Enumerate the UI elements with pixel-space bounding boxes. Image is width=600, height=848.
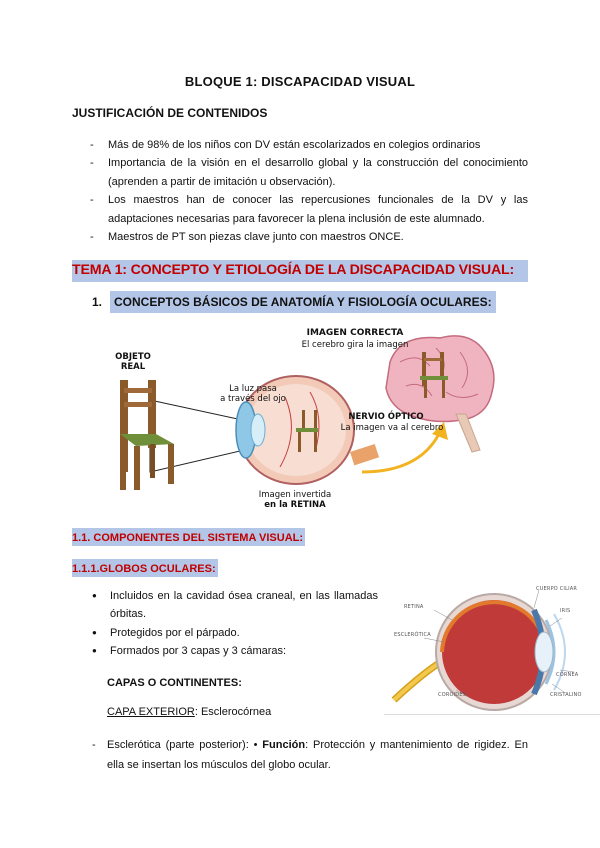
section-1-1-highlight [72, 528, 305, 546]
concepts-heading: CONCEPTOS BÁSICOS DE ANATOMÍA Y FISIOLOGÍA OCULARES: [114, 295, 492, 309]
label-imagen-invertida-2: en la RETINA [264, 500, 326, 510]
capa-exterior [107, 706, 271, 718]
label-cerebro-gira: El cerebro gira la imagen [301, 340, 409, 350]
document-title: BLOQUE 1: DISCAPACIDAD VISUAL [184, 74, 416, 89]
label-objeto-real: OBJETO REAL [115, 352, 151, 372]
eye-anatomy-figure [384, 580, 600, 716]
list-item: - Importancia de la visión en el desarrollo global y la construcción del conocimiento (aprenden a partir de imitación u observación). [92, 154, 528, 191]
label-cuerpo-ciliar: CUERPO CILIAR [536, 586, 578, 592]
capas-heading: CAPAS O CONTINENTES: [107, 677, 242, 689]
dash-marker: - [92, 739, 96, 751]
section-1-1-heading: 1.1. COMPONENTES DEL SISTEMA VISUAL: [72, 532, 304, 544]
capa-exterior-value: : Esclerocórnea [194, 706, 272, 718]
list-item: - Los maestros han de conocer las repercusiones funcionales de la DV y las adaptaciones necesarias para favorecer la plena inclusión de este alumnado. [92, 191, 528, 228]
label-cristalino: CRISTALINO [550, 692, 582, 698]
label-coroides: COROIDES [438, 692, 467, 698]
list-item: ● Protegidos por el párpado. [92, 624, 378, 642]
esclerotica-prefix: Esclerótica (parte posterior): • [107, 739, 263, 751]
tema-heading-highlight [72, 260, 528, 282]
concepts-number: 1. [92, 295, 103, 309]
label-imagen-invertida-1: Imagen invertida [258, 490, 332, 500]
esclerotica-paragraph [92, 735, 528, 775]
label-luz-pasa-1: La luz pasa [229, 384, 277, 394]
list-item: - Más de 98% de los niños con DV están escolarizados en colegios ordinarios [92, 136, 528, 154]
esclerotica-bold: Función [262, 739, 306, 751]
tema-heading: TEMA 1: CONCEPTO Y ETIOLOGÍA DE LA DISCAPACIDAD VISUAL: [72, 262, 514, 278]
vision-process-figure [100, 322, 500, 522]
esclerotica-text [92, 735, 528, 775]
list-item: ● Formados por 3 capas y 3 cámaras: [92, 642, 378, 660]
label-cornea: CÓRNEA [556, 672, 579, 678]
justificacion-heading: JUSTIFICACIÓN DE CONTENIDOS [72, 106, 268, 120]
label-imagen-cerebro: La imagen va al cerebro [340, 423, 444, 433]
label-retina: RETINA [404, 604, 424, 610]
label-luz-pasa-2: a través del ojo [220, 394, 286, 404]
globos-list [92, 587, 378, 661]
label-iris: IRIS [560, 608, 571, 614]
label-esclerotica: ESCLERÓTICA [394, 632, 431, 638]
label-nervio-optico: NERVIO ÓPTICO [348, 412, 424, 422]
concepts-heading-highlight [110, 291, 496, 313]
section-1-1-1-highlight [72, 559, 218, 577]
justificacion-list [92, 136, 528, 246]
capa-exterior-label: CAPA EXTERIOR [107, 706, 195, 718]
section-1-1-1-heading: 1.1.1.GLOBOS OCULARES: [72, 563, 216, 575]
esclerotica-rest: : Protección y mantenimiento de rigidez. En ella se insertan los músculos del globo ocular. [107, 739, 528, 771]
list-item: ● Incluidos en la cavidad ósea craneal, en las llamadas órbitas. [92, 587, 378, 624]
figure-divider [384, 714, 600, 715]
label-imagen-correcta: IMAGEN CORRECTA [306, 328, 404, 338]
list-item: - Maestros de PT son piezas clave junto con maestros ONCE. [92, 228, 528, 246]
